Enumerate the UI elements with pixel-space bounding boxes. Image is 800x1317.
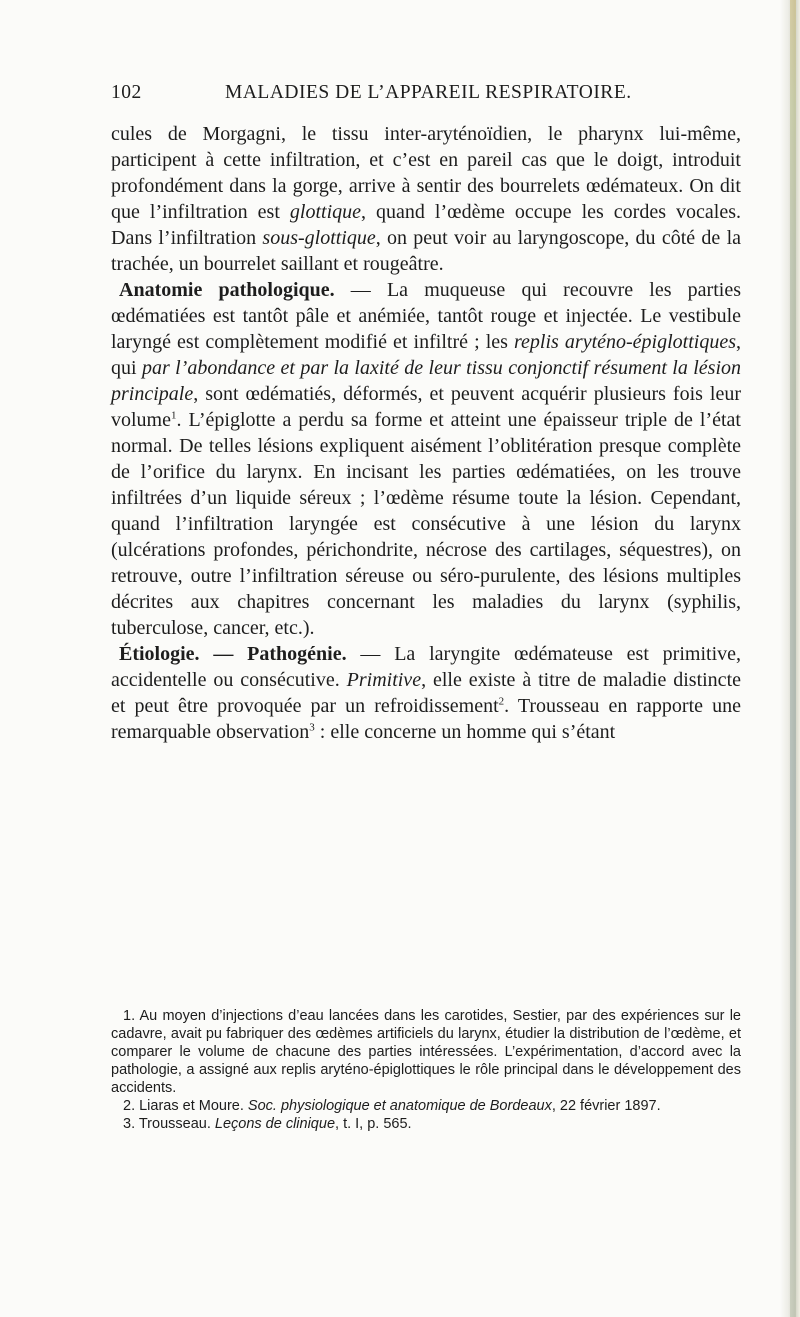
text-run: : elle concerne un homme qui s’étant [314,721,616,743]
paragraph-etiologie [111,641,741,745]
italic-phrase: par l’abondance et par la laxité de leur tissu conjonctif résument la lésion principale [111,357,741,405]
section-heading-anatomie: Anatomie pathologique. [119,279,335,301]
term-sous-glottique: sous-glottique [262,227,376,249]
page-header [111,82,751,112]
text-run: , on peut voir au laryngoscope, du côté de la trachée, un bourrelet saillant et rougeâtre. [111,227,741,275]
journal-title: Soc. physiologique et anatomique de Bordeaux [247,1098,552,1114]
footnote-ref-1: 1 [171,409,177,422]
term-glottique: glottique [289,201,362,223]
footnote-ref-3: 3 [309,721,315,734]
text-run: , t. I, p. 565. [335,1116,412,1132]
text-run: . Trousseau en rapporte une remarquable observation [111,695,741,743]
paragraph-anatomie [111,277,741,641]
footnote-1: 1. Au moyen d’injections d’eau lancées dans les carotides, Sestier, par des expériences sur le cadavre, avait pu fabriquer des œdèmes artificiels du larynx, étudier la distribution de l’œdème, et comparer le volume de chacune des parties intéressées. L’expérimentation, d’accord avec la pathologie, a assigné aux replis aryténo-épiglottiques le rôle principal dans le développement des accidents. [111,1008,741,1096]
text-run: , sont œdématiés, déformés, et peuvent acquérir plusieurs fois leur volume [111,383,741,431]
text-run: , elle existe à titre de maladie distincte et peut être provoquée par un refroidissement [111,669,741,717]
paragraph-continuation [111,121,741,277]
text-run: — La muqueuse qui recouvre les parties œdématiées est tantôt pâle et anémiée, tantôt rouge et injectée. Le vestibule laryngé est complètement modifié et infiltré ; les [111,279,741,353]
text-run: . L’épiglotte a perdu sa forme et atteint une épaisseur triple de l’état normal. De telles lésions expliquent aisément l’oblitération presque complète de l’orifice du larynx. En incisant les parties œdématiées, on les trouve infiltrées d’un liquide séreux ; l’œdème résume toute la lésion. Cependant, quand l’infiltration laryngée est consécutive à une lésion du larynx (ulcérations profondes, périchondrite, nécrose des cartilages, séquestres), on retrouve, outre l’infiltration séreuse ou séro-purulente, des lésions multiples décrites aux chapitres concernant les maladies du larynx (syphilis, tuberculose, cancer, etc.). [111,409,741,639]
page-number: 102 [111,82,142,103]
running-title: MALADIES DE L’APPAREIL RESPIRATOIRE. [225,82,632,103]
footnote-3 [111,1115,741,1133]
page-edge-strip [790,0,796,1317]
footnote-2 [111,1097,741,1115]
text-run: , qui [111,331,741,379]
text-run: — La laryngite œdémateuse est primitive, accidentelle ou consécutive. [111,643,741,691]
text-run: cules de Morgagni, le tissu inter-aryténoïdien, le pharynx lui-même, participent à cette infiltration, et c’est en pareil cas que le doigt, introduit profondément dans la gorge, arrive à sentir des bourrelets œdémateux. On dit que l’infiltration est [111,123,741,223]
footnote-ref-2: 2 [498,695,505,708]
text-run: 2. Liaras et Moure. [123,1098,248,1114]
term-primitive: Primitive [346,669,422,691]
main-text [111,121,741,745]
text-run: , 22 février 1897. [551,1098,661,1114]
text-run: 3. Trousseau. [123,1116,215,1132]
text-run: , quand l’œdème occupe les cordes vocales. Dans l’infiltration [111,201,741,249]
term-replis: replis aryténo-épiglottiques [514,331,736,353]
footnotes [111,1007,741,1133]
book-title: Leçons de clinique [214,1116,336,1132]
section-heading-etiologie: Étiologie. — Pathogénie. [119,643,347,665]
